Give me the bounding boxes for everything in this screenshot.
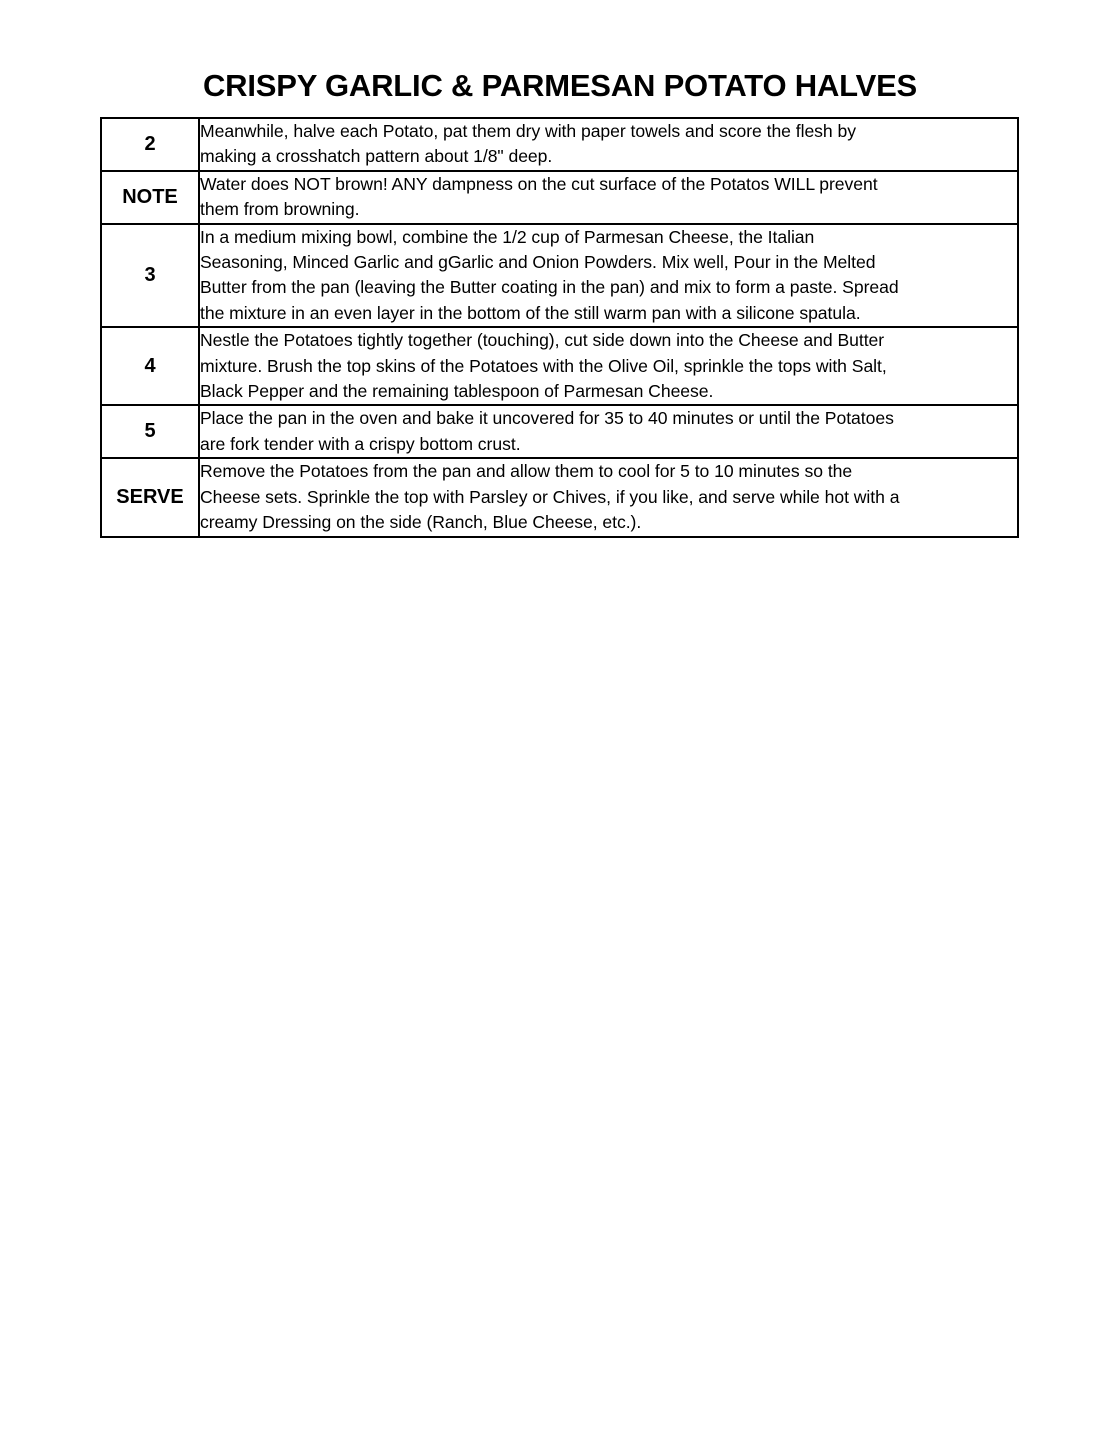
instruction-line: are fork tender with a crispy bottom crust. — [200, 433, 521, 454]
instruction-line: Nestle the Potatoes tightly together (touching), cut side down into the Cheese and Butter — [200, 330, 885, 351]
step-label: 5 — [101, 405, 199, 458]
instruction-line: Black Pepper and the remaining tablespoon of Parmesan Cheese. — [200, 381, 714, 402]
step-instructions — [199, 327, 1018, 405]
recipe-title: CRISPY GARLIC & PARMESAN POTATO HALVES — [202, 68, 918, 103]
recipe-steps-table — [100, 117, 1019, 538]
instruction-line: mixture. Brush the top skins of the Potatoes with the Olive Oil, sprinkle the tops with Salt, — [200, 355, 887, 376]
step-row-3 — [101, 224, 1018, 328]
step-row-serve — [101, 458, 1018, 536]
step-instructions — [199, 458, 1018, 536]
instruction-line: Water does NOT brown! ANY dampness on the cut surface of the Potatos WILL prevent — [200, 173, 878, 194]
step-label: 3 — [101, 224, 199, 328]
instruction-line: Butter from the pan (leaving the Butter coating in the pan) and mix to form a paste. Spread — [200, 277, 899, 298]
instruction-line: making a crosshatch pattern about 1/8" deep. — [200, 146, 553, 167]
step-label: 2 — [101, 118, 199, 171]
step-label: NOTE — [101, 171, 199, 224]
step-label: 4 — [101, 327, 199, 405]
step-instructions — [199, 224, 1018, 328]
instruction-line: Cheese sets. Sprinkle the top with Parsley or Chives, if you like, and serve while hot with a — [200, 486, 900, 507]
instruction-line: creamy Dressing on the side (Ranch, Blue Cheese, etc.). — [200, 512, 642, 533]
instruction-line: Seasoning, Minced Garlic and gGarlic and Onion Powders. Mix well, Pour in the Melted — [200, 252, 876, 273]
instruction-line: Place the pan in the oven and bake it uncovered for 35 to 40 minutes or until the Potatoes — [200, 408, 894, 429]
instruction-line: Meanwhile, halve each Potato, pat them dry with paper towels and score the flesh by — [200, 121, 856, 141]
step-instructions — [199, 118, 1018, 171]
instruction-line: them from browning. — [200, 199, 360, 220]
instruction-line: Remove the Potatoes from the pan and allow them to cool for 5 to 10 minutes so the — [200, 461, 853, 482]
step-label: SERVE — [101, 458, 199, 536]
step-row-2 — [101, 118, 1018, 171]
step-row-4 — [101, 327, 1018, 405]
step-instructions — [199, 171, 1018, 224]
step-instructions — [199, 405, 1018, 458]
step-row-5 — [101, 405, 1018, 458]
instruction-line: the mixture in an even layer in the bottom of the still warm pan with a silicone spatula. — [200, 302, 861, 323]
instruction-line: In a medium mixing bowl, combine the 1/2 cup of Parmesan Cheese, the Italian — [200, 226, 815, 247]
step-row-note — [101, 171, 1018, 224]
